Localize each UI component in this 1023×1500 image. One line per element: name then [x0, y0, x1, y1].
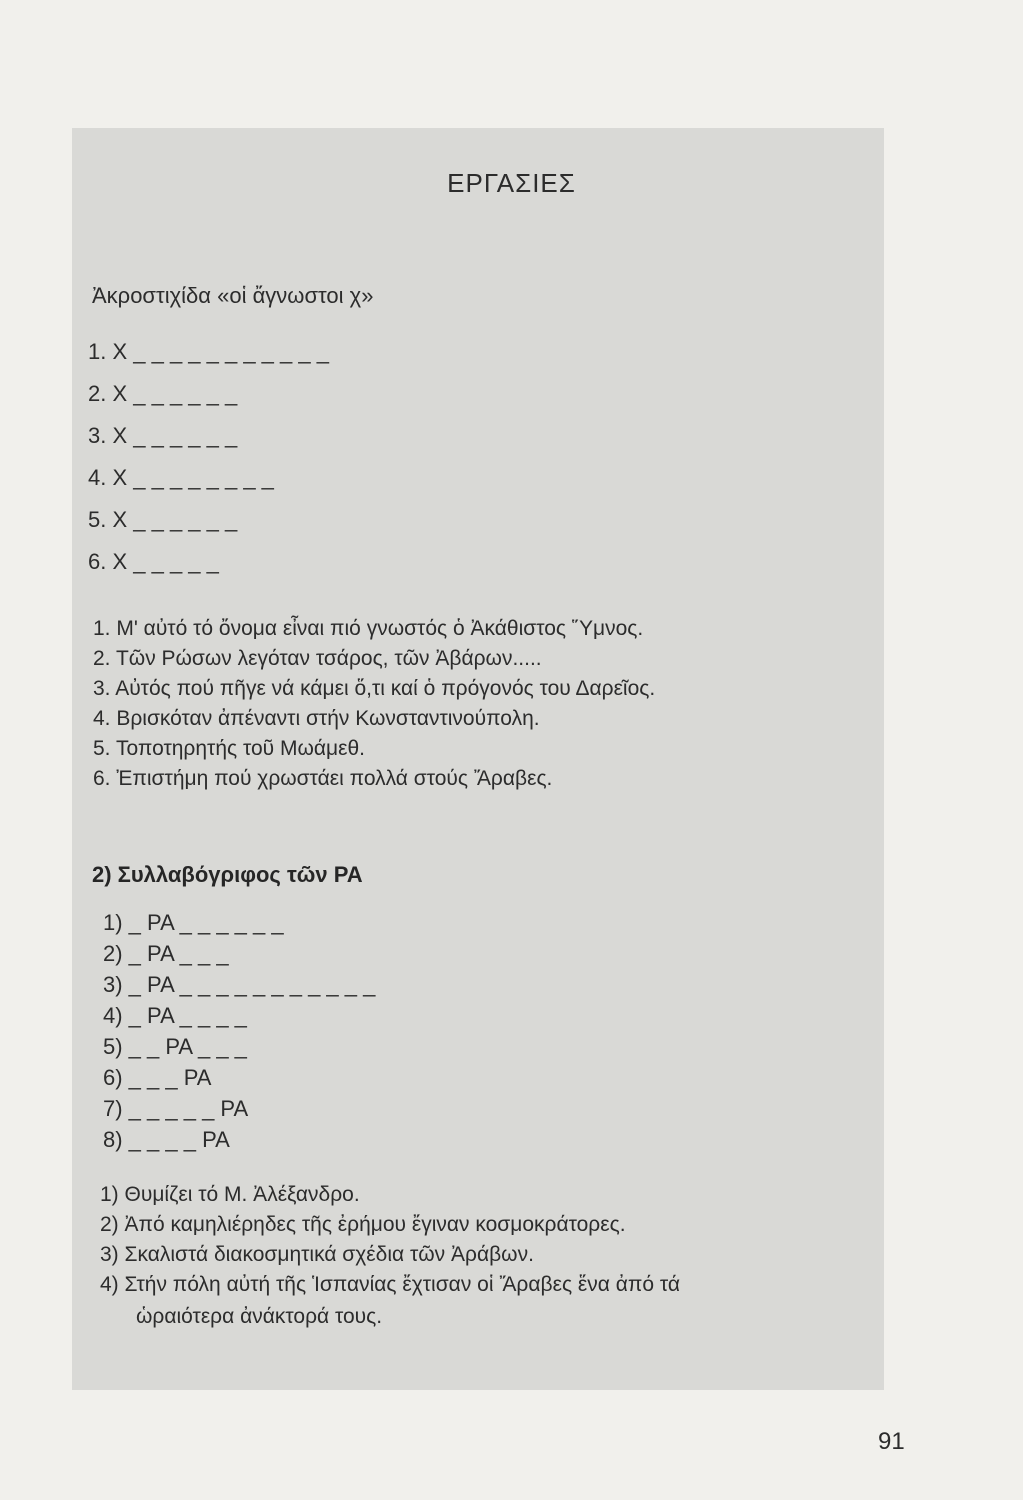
syllable-blank-5: 5) _ _ ΡΑ _ _ _ — [103, 1034, 247, 1059]
acrostic-blank-3: 3. Χ _ _ _ _ _ _ — [88, 423, 238, 448]
syllable-blank-6: 6) _ _ _ ΡΑ — [103, 1065, 212, 1090]
syllable-clue-3: 3) Σκαλιστά διακοσμητικά σχέδια τῶν Ἀράβων. — [100, 1243, 534, 1266]
acrostic-clue-1: 1. Μ' αὐτό τό ὄνομα εἶναι πιό γνωστός ὁ Ἀκάθιστος Ὕμνος. — [93, 617, 644, 640]
syllable-blank-7: 7) _ _ _ _ _ ΡΑ — [103, 1096, 249, 1121]
syllable-clue-2: 2) Ἀπό καμηλιέρηδες τῆς ἐρήμου ἔγιναν κοσμοκράτορες. — [100, 1213, 626, 1236]
acrostic-clue-4: 4. Βρισκόταν ἀπέναντι στήν Κωνσταντινούπολη. — [93, 707, 540, 730]
syllable-clue-4: 4) Στήν πόλη αὐτή τῆς Ἱσπανίας ἔχτισαν οἱ Ἄραβες ἕνα ἀπό τά — [100, 1273, 681, 1296]
acrostic-blank-2: 2. Χ _ _ _ _ _ _ — [88, 381, 238, 406]
acrostic-clue-2: 2. Τῶν Ρώσων λεγόταν τσάρος, τῶν Ἀβάρων..... — [93, 647, 542, 670]
syllable-puzzle-heading: 2) Συλλαβόγριφος τῶν ΡΑ — [92, 862, 363, 887]
acrostic-blank-6: 6. Χ _ _ _ _ _ — [88, 549, 219, 574]
acrostic-clue-5: 5. Τοποτηρητής τοῦ Μωάμεθ. — [93, 737, 365, 760]
syllable-clue-4-continuation: ὡραιότερα ἀνάκτορά τους. — [136, 1305, 383, 1328]
acrostic-blank-5: 5. Χ _ _ _ _ _ _ — [88, 507, 238, 532]
syllable-blank-8: 8) _ _ _ _ ΡΑ — [103, 1127, 230, 1152]
acrostic-blank-4: 4. Χ _ _ _ _ _ _ _ _ — [88, 465, 274, 490]
page-title: ΕΡΓΑΣΙΕΣ — [447, 168, 576, 198]
syllable-blank-3: 3) _ ΡΑ _ _ _ _ _ _ _ _ _ _ _ — [103, 972, 376, 997]
syllable-blank-1: 1) _ ΡΑ _ _ _ _ _ _ — [103, 910, 284, 935]
acrostic-heading: Ἀκροστιχίδα «οἱ ἄγνωστοι χ» — [92, 283, 374, 308]
acrostic-clue-6: 6. Ἐπιστήμη πού χρωστάει πολλά στούς Ἄραβες. — [93, 767, 553, 790]
syllable-blank-4: 4) _ ΡΑ _ _ _ _ — [103, 1003, 247, 1028]
acrostic-clue-3: 3. Αὐτός πού πῆγε νά κάμει ὅ,τι καί ὁ πρόγονός του Δαρεῖος. — [93, 677, 656, 700]
syllable-clue-1: 1) Θυμίζει τό Μ. Ἀλέξανδρο. — [100, 1183, 360, 1206]
acrostic-blank-1: 1. Χ _ _ _ _ _ _ _ _ _ _ _ — [88, 339, 329, 364]
page-number: 91 — [878, 1428, 905, 1455]
syllable-blank-2: 2) _ ΡΑ _ _ _ — [103, 941, 229, 966]
